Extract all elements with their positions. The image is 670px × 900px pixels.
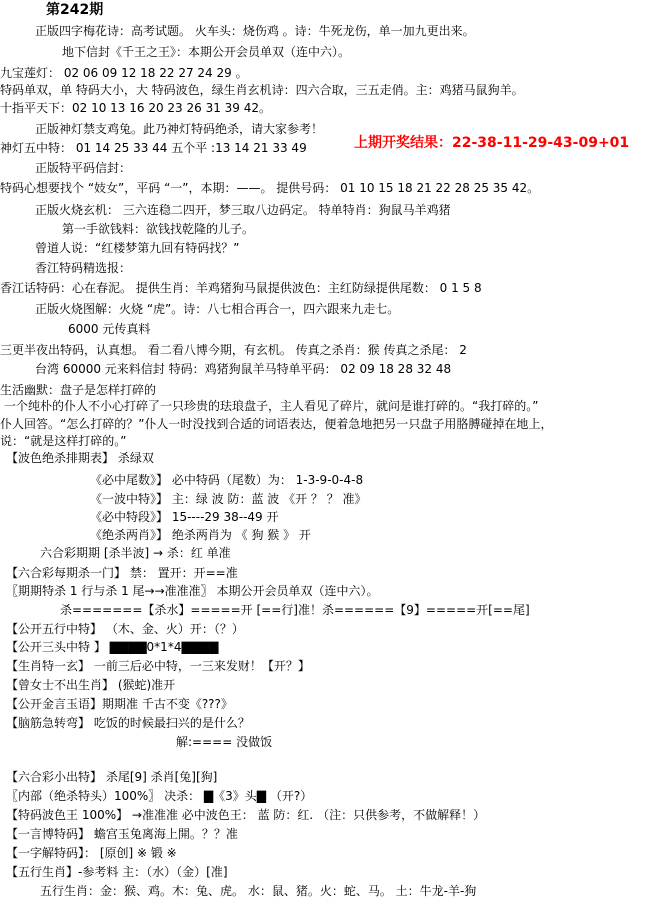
line-fax-material: 6000 元传真料 xyxy=(68,322,151,336)
line-five-zodiac-list: 五行生肖：金：猴、鸡。木：兔、虎。 水：鼠、猪。火：蛇、马。 土：牛龙-羊-狗 xyxy=(40,884,477,898)
line-taiwan: 台湾 60000 元来料信封 特码：鸡猪狗鼠羊马特单平码： 02 09 18 28 32 48 xyxy=(35,362,452,376)
line-first-hand: 第一手欲钱料：欲钱找乾隆的儿子。 xyxy=(62,222,255,236)
line-brain-teaser: 【脑筋急转弯】 吃饭的时候最扫兴的是什么？ xyxy=(6,716,250,730)
line-five-zodiac-ref: 【五行生肖】-参考料 主：（水）（金）[准] xyxy=(6,865,228,879)
line-humor-1: 一个纯朴的仆人不小心打碎了一只珍贵的珐琅盘子，主人看见了碎片，就问是谁打碎的。“我打碎的。” xyxy=(4,399,539,413)
line-special-section: 《必中特段》】 15----29 38--49 开 xyxy=(90,510,279,524)
issue-title: 第242期 xyxy=(46,2,104,18)
line-wave-schedule: 【波色绝杀排期表】 杀绿双 xyxy=(6,451,154,465)
line-humor-title: 生活幽默：盘子是怎样打碎的 xyxy=(0,383,157,397)
line-kill-water: 杀=======【杀水】=====开 [==行]准！杀======【9】=====开[==尾] xyxy=(60,603,530,617)
line-fire-diagram: 正版火烧图解：火烧 “虎”。诗：八七相合再合一，四六跟来九走七。 xyxy=(35,302,400,316)
line-humor-3: 说：“就是这样打碎的。” xyxy=(0,434,127,448)
line-special-odd-even: 特码单双，单 特码大小，大 特码波色，绿生肖玄机诗：四六合取，三五走俏。主：鸡猪马鼠狗羊。 xyxy=(0,83,524,97)
line-fire-mystery: 正版火烧玄机： 三六连稳二四开，梦三取八边码定。 特单特肖：狗鼠马羊鸡猪 xyxy=(35,203,451,217)
line-one-wave: 《一波中特》】 主：绿 波 防：蓝 波 《开 ？ ？ 准》 xyxy=(90,492,367,506)
line-midnight: 三更半夜出特码，认真想。 看二看八博今期，有玄机。 传真之杀肖：猴 传真之杀尾： 2 xyxy=(0,343,467,357)
line-ten-fingers: 十指平天下：02 10 13 16 20 23 26 31 39 42。 xyxy=(0,101,272,115)
line-kill-two: 《绝杀两肖》】 绝杀两肖为 《 狗 猴 》 开 xyxy=(90,528,311,542)
line-kill-one-door: 【六合彩每期杀一门】 禁： 置开：开==准 xyxy=(6,566,238,580)
line-hongkong-words: 香江话特码：心在春泥。 提供生肖：羊鸡猪狗马鼠提供波色：主红防绿提供尾数： 0 1 5 8 xyxy=(0,281,482,295)
line-half-wave: 六合彩期期 [杀半波] → 杀：红 单准 xyxy=(40,546,231,560)
line-ms-zeng: 【曾女士不出生肖】 (猴蛇)准开 xyxy=(6,678,176,692)
line-three-heads: 【公开三头中特 】 ▇▇▇▇0*1*4▇▇▇▇ xyxy=(6,640,219,654)
line-kill-row-tail: 〖期期特杀 1 行与杀 1 尾→→准准准〗 本期公开会员单双（连中六）。 xyxy=(6,584,379,598)
line-zeng-daoren: 曾道人说：“红楼梦第九回有特码找？” xyxy=(35,241,240,255)
line-magic-lamp-five: 神灯五中特： 01 14 25 33 44 五个平 :13 14 21 33 49 xyxy=(0,141,307,155)
line-five-elements: 【公开五行中特】 （木、金、火）开：（？） xyxy=(6,622,244,636)
line-one-char: 【一字解特码】： [原创] ※ 锻 ※ xyxy=(6,846,177,860)
line-plum-poem: 正版四字梅花诗：高考试题。 火车头：烧伤鸡 。诗：牛死龙伤，单一加九更出来。 xyxy=(35,24,475,38)
line-humor-2: 仆人回答。“怎么打碎的？”仆人一时没找到合适的词语表达，便着急地把另一只盘子用胳膊碰掉在地上， xyxy=(0,417,553,431)
line-flat-envelope: 正版特平码信封： xyxy=(35,161,132,175)
line-golden-words: 【公开金言玉语】期期准 千古不变《???》 xyxy=(6,697,233,711)
line-magic-lamp-ban: 正版神灯禁支鸡兔。此乃神灯特码绝杀，请大家参考！ xyxy=(35,122,324,136)
line-small-special: 【六合彩小出特】 杀尾[9] 杀肖[兔][狗] xyxy=(6,770,218,784)
line-hongkong-report: 香江特码精选报： xyxy=(35,261,132,275)
line-internal-kill: 〖内部（绝杀特头）100%〗 决杀： ▇《3》头▇ （开?） xyxy=(6,789,313,803)
line-teaser-answer: 解:==== 没做饭 xyxy=(176,735,273,749)
last-draw-result: 上期开奖结果：22-38-11-29-43-09+01 xyxy=(354,135,630,151)
line-underground-envelope: 地下信封《千王之王》：本期公开会员单双（连中六）。 xyxy=(62,45,351,59)
line-zodiac-one: 【生肖特一玄】 一前三后必中特，一三来发财！【开？】 xyxy=(6,659,310,673)
line-tail-number: 《必中尾数》】 必中特码（尾数）为： 1-3-9-0-4-8 xyxy=(90,473,364,487)
line-nine-treasure-lotus: 九宝莲灯： 02 06 09 12 18 22 27 24 29 。 xyxy=(0,66,248,80)
line-special-heart: 特码心想要找个 “妓女”，平码 “一”，本期：——。 提供号码： 01 10 15 18 21 22 28 25 35 42。 xyxy=(0,181,540,195)
line-wave-king: 【特码波色王 100%】 →准准准 必中波色王： 蓝 防：红. （注：只供参考，不做解释！） xyxy=(6,808,486,822)
line-one-word-bet: 【一言博特码】 蟾宫玉兔离海上開。？？准 xyxy=(6,827,238,841)
